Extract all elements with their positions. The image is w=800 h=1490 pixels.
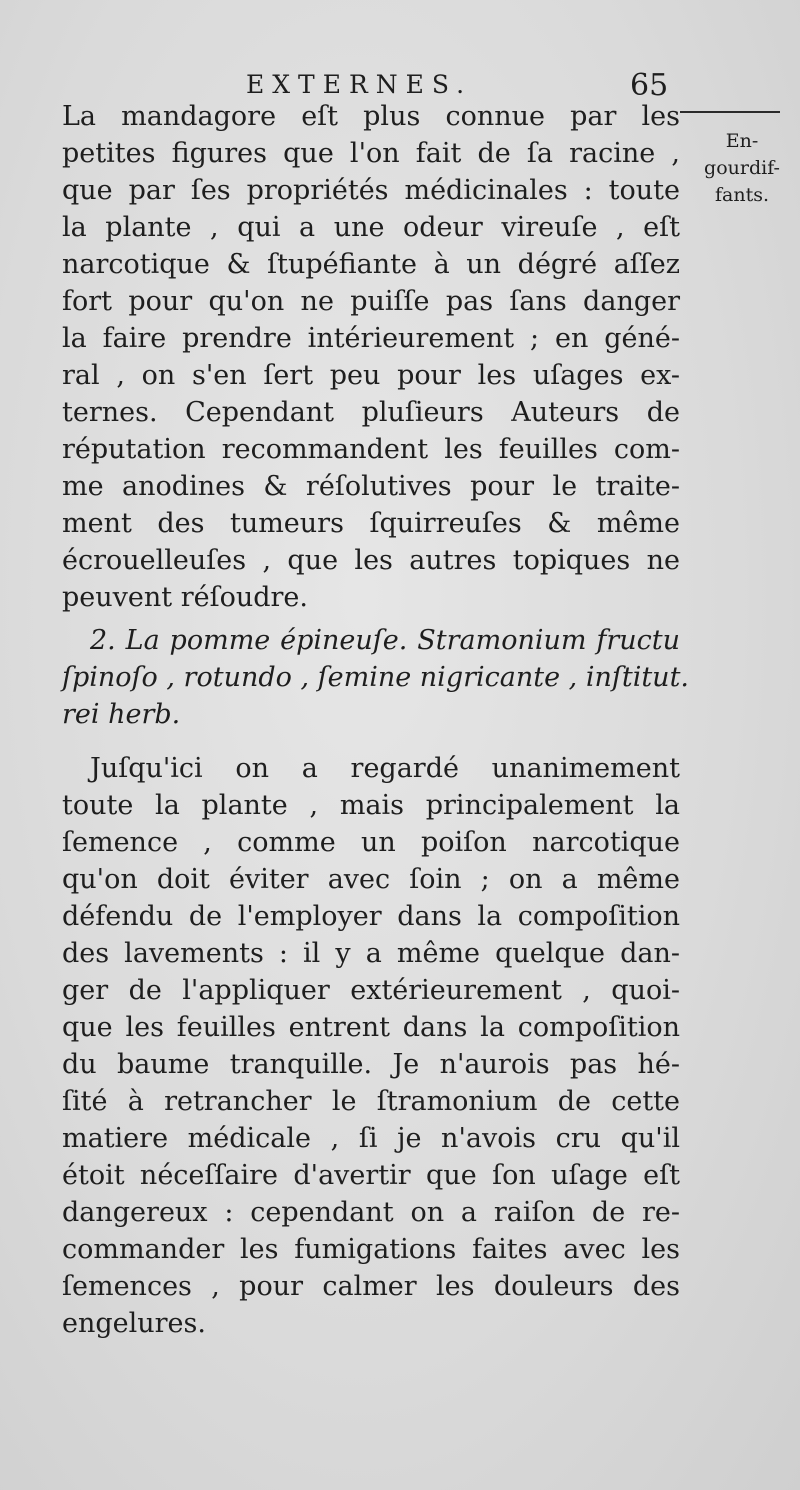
entry-heading-line: ſpinoſo , rotundo , ſemine nigricante , inſtitut. <box>62 662 689 693</box>
text-line: que les feuilles entrent dans la compoſition <box>62 1012 680 1043</box>
margin-rule <box>680 111 780 113</box>
text-line: toute la plante , mais principalement la <box>62 790 680 821</box>
text-line: ſité à retrancher le ſtramonium de cette <box>62 1086 680 1117</box>
text-line: ternes. Cependant pluſieurs Auteurs de <box>62 397 680 428</box>
entry-heading-line: 2. La pomme épineuſe. Stramonium fructu <box>90 625 680 656</box>
text-line: des lavements : il y a même quelque dan- <box>62 938 680 969</box>
text-line: me anodines & réſolutives pour le traite- <box>62 471 680 502</box>
text-line: engelures. <box>62 1308 206 1339</box>
text-line: Juſqu'ici on a regardé unanimement <box>90 753 680 784</box>
text-line: la plante , qui a une odeur vireuſe , eſt <box>62 212 680 243</box>
text-line: écrouelleuſes , que les autres topiques ne <box>62 545 680 576</box>
text-line: étoit néceſſaire d'avertir que ſon uſage eſt <box>62 1160 680 1191</box>
text-line: que par ſes propriétés médicinales : toute <box>62 175 680 206</box>
text-line: réputation recommandent les feuilles com- <box>62 434 680 465</box>
text-line: défendu de l'employer dans la compoſition <box>62 901 680 932</box>
margin-note-line: En- <box>725 130 759 152</box>
text-line: petites figures que l'on fait de ſa racine , <box>62 138 680 169</box>
margin-note-line: fants. <box>714 184 770 206</box>
text-line: ral , on s'en ſert peu pour les uſages ex- <box>62 360 680 391</box>
entry-heading-line: rei herb. <box>62 699 181 730</box>
text-line: ment des tumeurs ſquirreuſes & même <box>62 508 680 539</box>
margin-note <box>692 128 792 209</box>
text-line: peuvent réſoudre. <box>62 582 308 613</box>
text-line: ſemence , comme un poiſon narcotique <box>62 827 680 858</box>
margin-note-line: gourdif- <box>704 157 780 179</box>
text-line: ſemences , pour calmer les douleurs des <box>62 1271 680 1302</box>
running-head: EXTERNES. <box>246 70 473 99</box>
text-line: dangereux : cependant on a raiſon de re- <box>62 1197 680 1228</box>
text-line: la faire prendre intérieurement ; en géné- <box>62 323 680 354</box>
text-line: fort pour qu'on ne puiſſe pas ſans danger <box>62 286 680 317</box>
text-line: matiere médicale , ſi je n'avois cru qu'il <box>62 1123 680 1154</box>
page-number: 65 <box>630 68 669 103</box>
text-line: du baume tranquille. Je n'aurois pas hé- <box>62 1049 680 1080</box>
text-line: qu'on doit éviter avec ſoin ; on a même <box>62 864 680 895</box>
text-line: La mandagore eſt plus connue par les <box>62 101 680 132</box>
text-line: commander les fumigations faites avec les <box>62 1234 680 1265</box>
text-line: ger de l'appliquer extérieurement , quoi- <box>62 975 680 1006</box>
text-line: narcotique & ſtupéfiante à un dégré aſſez <box>62 249 680 280</box>
